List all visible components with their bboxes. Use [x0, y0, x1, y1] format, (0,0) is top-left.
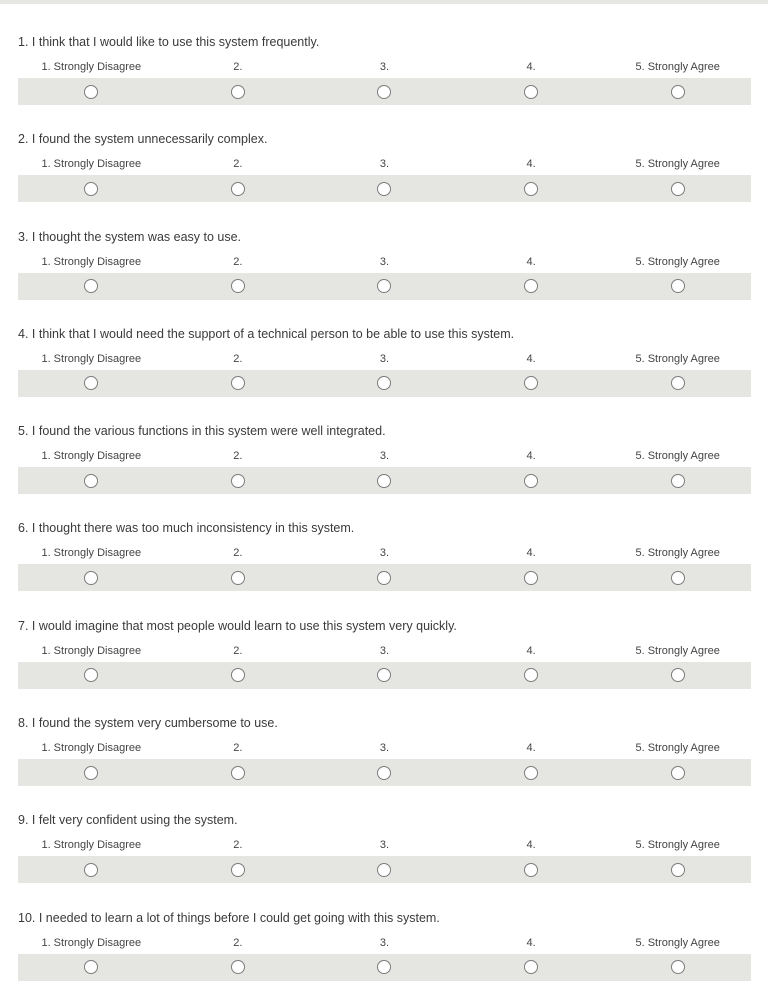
scale-labels: [18, 644, 751, 658]
question-text: 1. I think that I would like to use this system frequently.: [18, 35, 320, 49]
radio-option-5[interactable]: [604, 83, 751, 100]
radio-button[interactable]: [84, 960, 98, 974]
choice-row: [18, 370, 751, 397]
radio-button[interactable]: [377, 960, 391, 974]
question-2: [18, 131, 751, 228]
radio-option-5[interactable]: [604, 667, 751, 684]
radio-option-4[interactable]: [458, 861, 605, 878]
radio-option-3[interactable]: [311, 83, 458, 100]
scale-label-3: 3.: [379, 547, 390, 560]
radio-button[interactable]: [377, 766, 391, 780]
scale-label-2: 2.: [233, 255, 243, 268]
radio-button[interactable]: [377, 182, 391, 196]
choice-row: [18, 564, 751, 591]
scale-label-2: 2.: [233, 61, 243, 73]
scale-label-3: 3.: [379, 450, 390, 463]
radio-option-2[interactable]: [165, 861, 312, 878]
radio-option-4[interactable]: [458, 180, 605, 197]
radio-button[interactable]: [524, 766, 538, 780]
radio-option-4[interactable]: [458, 764, 605, 781]
radio-option-4[interactable]: [458, 472, 605, 489]
choice-row: [18, 273, 751, 300]
radio-button[interactable]: [671, 376, 685, 390]
question-10: [18, 910, 751, 1007]
scale-label-5: 5. Strongly Agree: [635, 742, 720, 755]
scale-label-3: 3.: [379, 742, 390, 755]
scale-label-1: 1. Strongly Disagree: [41, 61, 142, 73]
scale-labels: [18, 741, 751, 755]
radio-button[interactable]: [84, 474, 98, 488]
radio-option-5[interactable]: [604, 861, 751, 878]
scale-label-5: 5. Strongly Agree: [635, 839, 720, 852]
scale-label-4: 4.: [526, 936, 536, 949]
radio-option-1[interactable]: [18, 861, 165, 878]
radio-option-1[interactable]: [18, 180, 165, 197]
radio-button[interactable]: [377, 85, 391, 99]
question-text: 10. I needed to learn a lot of things before I could get going with this system.: [18, 910, 440, 925]
radio-button[interactable]: [84, 571, 98, 585]
scale-label-4: 4.: [526, 547, 536, 560]
radio-button[interactable]: [231, 474, 245, 488]
radio-option-4[interactable]: [458, 569, 605, 586]
scale-label-1: 1. Strongly Disagree: [41, 450, 142, 463]
radio-option-1[interactable]: [18, 764, 165, 781]
scale-label-5: 5. Strongly Agree: [635, 255, 720, 268]
radio-button[interactable]: [524, 863, 538, 877]
radio-button[interactable]: [231, 85, 245, 99]
scale-label-4: 4.: [526, 352, 536, 365]
radio-option-1[interactable]: [18, 569, 165, 586]
question-text: 7. I would imagine that most people would learn to use this system very quickly.: [18, 618, 457, 633]
scale-labels: [18, 60, 751, 74]
question-9: [18, 812, 751, 909]
scale-label-2: 2.: [233, 352, 243, 365]
radio-option-2[interactable]: [165, 764, 312, 781]
radio-option-1[interactable]: [18, 472, 165, 489]
top-divider: [0, 0, 768, 4]
radio-option-5[interactable]: [604, 569, 751, 586]
radio-button[interactable]: [377, 571, 391, 585]
choice-row: [18, 175, 751, 202]
radio-option-3[interactable]: [311, 278, 458, 295]
scale-label-2: 2.: [233, 450, 243, 463]
radio-option-3[interactable]: [311, 959, 458, 976]
radio-button[interactable]: [524, 182, 538, 196]
radio-button[interactable]: [524, 960, 538, 974]
radio-button[interactable]: [671, 182, 685, 196]
question-text: 6. I thought there was too much inconsistency in this system.: [18, 521, 355, 536]
scale-label-1: 1. Strongly Disagree: [41, 158, 142, 171]
scale-label-5: 5. Strongly Agree: [635, 61, 720, 73]
radio-option-4[interactable]: [458, 959, 605, 976]
radio-option-5[interactable]: [604, 278, 751, 295]
scale-label-4: 4.: [526, 742, 536, 755]
radio-option-5[interactable]: [604, 959, 751, 976]
radio-button[interactable]: [231, 571, 245, 585]
scale-label-1: 1. Strongly Disagree: [41, 742, 142, 755]
radio-option-3[interactable]: [311, 861, 458, 878]
scale-label-1: 1. Strongly Disagree: [41, 936, 142, 949]
radio-option-1[interactable]: [18, 83, 165, 100]
question-3: [18, 229, 751, 326]
scale-label-2: 2.: [233, 547, 243, 560]
radio-button[interactable]: [524, 85, 538, 99]
radio-button[interactable]: [231, 766, 245, 780]
radio-button[interactable]: [671, 863, 685, 877]
scale-label-2: 2.: [233, 742, 243, 755]
radio-option-5[interactable]: [604, 375, 751, 392]
scale-label-1: 1. Strongly Disagree: [41, 644, 142, 657]
choice-row: [18, 662, 751, 689]
scale-labels: [18, 936, 751, 950]
radio-option-3[interactable]: [311, 375, 458, 392]
radio-button[interactable]: [84, 279, 98, 293]
scale-label-5: 5. Strongly Agree: [635, 158, 720, 171]
radio-button[interactable]: [84, 182, 98, 196]
radio-option-2[interactable]: [165, 180, 312, 197]
radio-button[interactable]: [231, 182, 245, 196]
scale-label-1: 1. Strongly Disagree: [41, 547, 142, 560]
scale-label-3: 3.: [379, 936, 390, 949]
choice-row: [18, 954, 751, 981]
radio-button[interactable]: [524, 474, 538, 488]
radio-button[interactable]: [84, 376, 98, 390]
radio-button[interactable]: [524, 279, 538, 293]
radio-option-2[interactable]: [165, 667, 312, 684]
radio-button[interactable]: [84, 766, 98, 780]
question-text: 4. I think that I would need the support of a technical person to be able to use this system.: [18, 326, 515, 341]
radio-option-3[interactable]: [311, 764, 458, 781]
radio-option-4[interactable]: [458, 278, 605, 295]
radio-button[interactable]: [231, 863, 245, 877]
radio-button[interactable]: [377, 668, 391, 682]
radio-button[interactable]: [231, 668, 245, 682]
scale-label-4: 4.: [526, 839, 536, 852]
radio-option-1[interactable]: [18, 278, 165, 295]
scale-label-2: 2.: [233, 158, 243, 171]
radio-button[interactable]: [671, 474, 685, 488]
radio-option-3[interactable]: [311, 180, 458, 197]
radio-button[interactable]: [377, 376, 391, 390]
radio-option-2[interactable]: [165, 472, 312, 489]
scale-labels: [18, 838, 751, 852]
radio-option-3[interactable]: [311, 472, 458, 489]
scale-label-4: 4.: [526, 158, 536, 171]
scale-labels: [18, 546, 751, 560]
scale-label-5: 5. Strongly Agree: [635, 450, 720, 463]
scale-label-2: 2.: [233, 839, 243, 852]
radio-option-2[interactable]: [165, 959, 312, 976]
scale-label-4: 4.: [526, 644, 536, 657]
question-text: 3. I thought the system was easy to use.: [18, 229, 242, 244]
scale-label-2: 2.: [233, 936, 243, 949]
choice-row: [18, 467, 751, 494]
radio-button[interactable]: [231, 279, 245, 293]
radio-button[interactable]: [524, 571, 538, 585]
radio-option-2[interactable]: [165, 375, 312, 392]
scale-label-3: 3.: [379, 61, 390, 73]
radio-option-5[interactable]: [604, 764, 751, 781]
radio-button[interactable]: [377, 474, 391, 488]
radio-button[interactable]: [84, 863, 98, 877]
radio-button[interactable]: [377, 279, 391, 293]
scale-label-3: 3.: [379, 158, 390, 171]
scale-label-1: 1. Strongly Disagree: [41, 255, 142, 268]
radio-option-1[interactable]: [18, 959, 165, 976]
scale-label-3: 3.: [379, 352, 390, 365]
question-text: 5. I found the various functions in this system were well integrated.: [18, 424, 386, 439]
radio-button[interactable]: [671, 960, 685, 974]
radio-button[interactable]: [671, 279, 685, 293]
radio-button[interactable]: [231, 376, 245, 390]
radio-option-5[interactable]: [604, 180, 751, 197]
radio-button[interactable]: [84, 85, 98, 99]
radio-option-2[interactable]: [165, 569, 312, 586]
radio-option-2[interactable]: [165, 83, 312, 100]
question-text: 9. I felt very confident using the system.: [18, 813, 238, 828]
scale-labels: [18, 449, 751, 463]
radio-option-5[interactable]: [604, 472, 751, 489]
question-7: [18, 618, 751, 715]
question-5: [18, 423, 751, 520]
scale-label-5: 5. Strongly Agree: [635, 936, 720, 949]
radio-button[interactable]: [671, 85, 685, 99]
radio-button[interactable]: [524, 668, 538, 682]
radio-option-1[interactable]: [18, 375, 165, 392]
question-8: [18, 715, 751, 812]
scale-label-5: 5. Strongly Agree: [635, 644, 720, 657]
scale-label-3: 3.: [379, 255, 390, 268]
choice-row: [18, 78, 751, 105]
radio-button[interactable]: [671, 668, 685, 682]
question-6: [18, 520, 751, 617]
radio-option-4[interactable]: [458, 83, 605, 100]
scale-labels: [18, 255, 751, 269]
choice-row: [18, 759, 751, 786]
scale-label-5: 5. Strongly Agree: [635, 352, 720, 365]
scale-label-1: 1. Strongly Disagree: [41, 839, 142, 852]
radio-button[interactable]: [671, 766, 685, 780]
scale-label-3: 3.: [379, 644, 390, 657]
question-text: 2. I found the system unnecessarily complex.: [18, 132, 268, 147]
scale-labels: [18, 352, 751, 366]
scale-label-2: 2.: [233, 644, 243, 657]
scale-labels: [18, 157, 751, 171]
question-text: 8. I found the system very cumbersome to use.: [18, 716, 278, 731]
radio-button[interactable]: [231, 960, 245, 974]
scale-label-4: 4.: [526, 61, 536, 73]
radio-button[interactable]: [671, 571, 685, 585]
radio-option-3[interactable]: [311, 667, 458, 684]
radio-option-4[interactable]: [458, 375, 605, 392]
radio-option-3[interactable]: [311, 569, 458, 586]
radio-button[interactable]: [524, 376, 538, 390]
sus-questionnaire: [18, 34, 751, 1007]
radio-button[interactable]: [377, 863, 391, 877]
question-1: [18, 34, 751, 131]
scale-label-5: 5. Strongly Agree: [635, 547, 720, 560]
radio-option-2[interactable]: [165, 278, 312, 295]
scale-label-4: 4.: [526, 255, 536, 268]
radio-option-1[interactable]: [18, 667, 165, 684]
scale-label-4: 4.: [526, 450, 536, 463]
scale-label-3: 3.: [379, 839, 390, 852]
choice-row: [18, 856, 751, 883]
question-4: [18, 326, 751, 423]
scale-label-1: 1. Strongly Disagree: [41, 352, 142, 365]
radio-option-4[interactable]: [458, 667, 605, 684]
radio-button[interactable]: [84, 668, 98, 682]
